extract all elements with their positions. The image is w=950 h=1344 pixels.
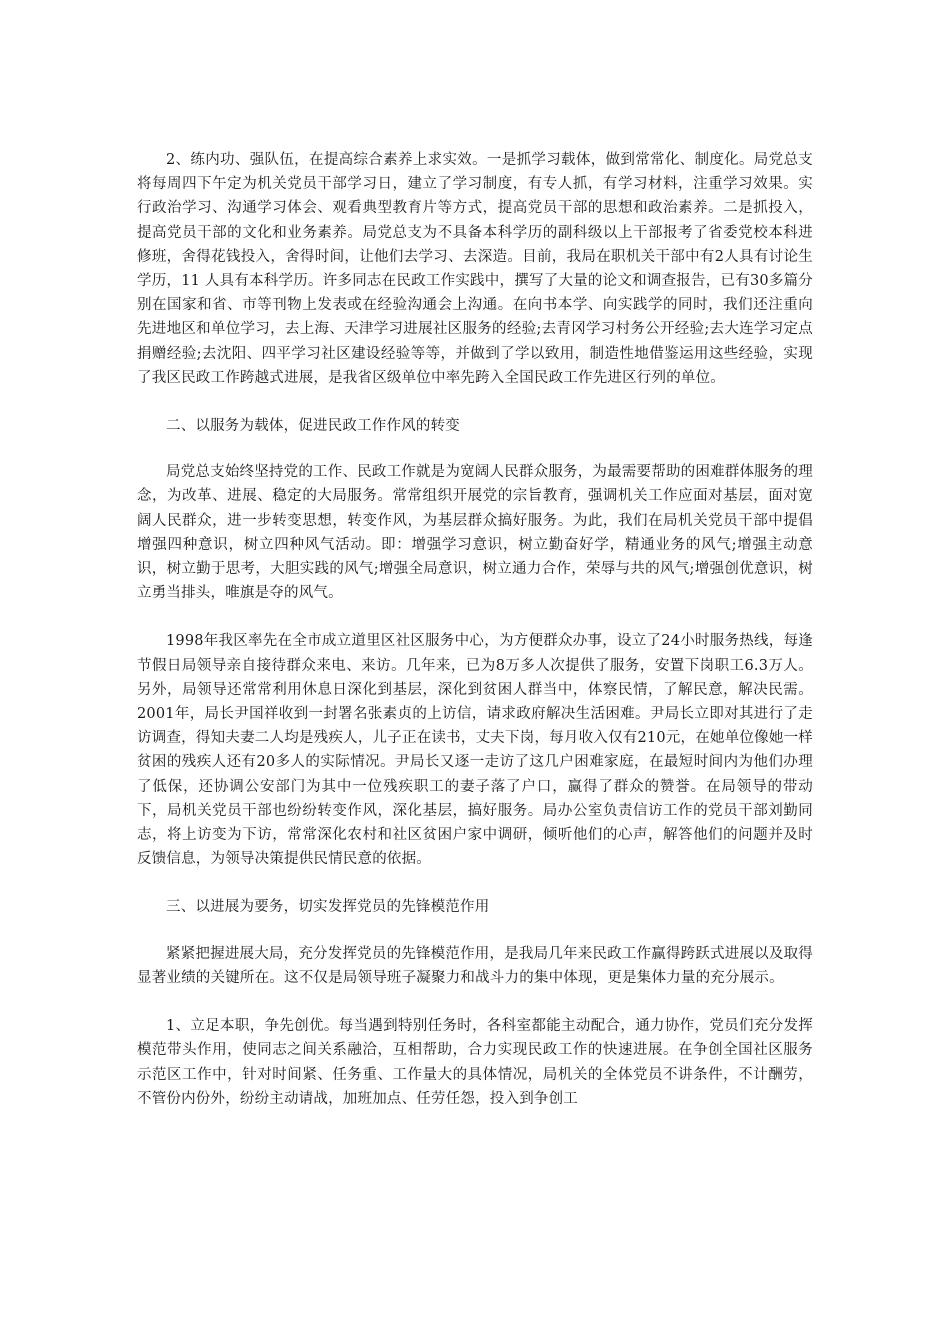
section-heading-3: 三、以进展为要务，切实发挥党员的先锋模范作用 <box>166 899 490 916</box>
paragraph-training: 2、练内功、强队伍，在提高综合素养上求实效。一是抓学习载体，做到常常化、制度化。局党总支将每周四下午定为机关党员干部学习日，建立了学习制度，有专人抓，有学习材料，注重学习效果。实行政治学习、沟通学习体会、观看典型教育片等方式，提高党员干部的思想和政治素养。二是抓投入，提高党员干部的文化和业务素养。局党总支为不具备本科学历的副科级以上干部报考了省委党校本科进修班，舍得花钱投入，舍得时间，让他们去学习、去深造。目前，我局在职机关干部中有2人具有讨论生学历，11 人具有本科学历。许多同志在民政工作实践中，撰写了大量的论文和调查报告，已有30多篇分别在国家和省、市等刊物上发表或在经验沟通会上沟通。在向书本学、向实践学的同时，我们还注重向先进地区和单位学习，去上海、天津学习进展社区服务的经验;去青冈学习村务公开经验;去大连学习定点捐赠经验;去沈阳、四平学习社区建设经验等等，并做到了学以致用，制造性地借鉴运用这些经验，实现了我区民政工作跨越式进展，是我省区级单位中率先跨入全国民政工作先进区行列的单位。 <box>137 152 813 386</box>
document-page <box>137 148 813 1135</box>
paragraph-service-philosophy: 局党总支始终坚持党的工作、民政工作就是为宽阔人民群众服务，为最需要帮助的困难群体服务的理念，为改革、进展、稳定的大局服务。常常组织开展党的宗旨教育，强调机关工作应面对基层，面对宽阔人民群众，进一步转变思想，转变作风，为基层群众搞好服务。为此，我们在局机关党员干部中提倡增强四种意识，树立四种风气活动。即：增强学习意识，树立勤奋好学，精通业务的风气;增强主动意识，树立勤于思考，大胆实践的风气;增强全局意识，树立通力合作，荣辱与共的风气;增强创优意识，树立勇当排头，唯旗是夺的风气。 <box>137 464 813 602</box>
paragraph-community-service: 1998年我区率先在全市成立道里区社区服务中心，为方便群众办事，设立了24小时服务热线，每逢节假日局领导亲自接待群众来电、来访。几年来，已为8万多人次提供了服务，安置下岗职工6.3万人。另外，局领导还常常利用休息日深化到基层，深化到贫困人群当中，体察民情，了解民意，解决民需。2001年，局长尹国祥收到一封署名张素贞的上访信，请求政府解决生活困难。尹局长立即对其进行了走访调查，得知夫妻二人均是残疾人，儿子正在读书，丈夫下岗，每月收入仅有210元，在她单位像她一样贫困的残疾人还有20多人的实际情况。尹局长又逐一走访了这几户困难家庭，在最短时间内为他们办理了低保，还协调公安部门为其中一位残疾职工的妻子落了户口，赢得了群众的赞誉。在局领导的带动下，局机关党员干部也纷纷转变作风，深化基层，搞好服务。局办公室负责信访工作的党员干部刘勤同志，将上访变为下访，常常深化农村和社区贫困户家中调研，倾听他们的心声，解答他们的问题并及时反馈信息，为领导决策提供民情民意的依据。 <box>137 633 813 868</box>
section-heading-2: 二、以服务为载体，促进民政工作作风的转变 <box>166 418 460 435</box>
paragraph-excellence: 1、立足本职，争先创优。每当遇到特别任务时，各科室都能主动配合，通力协作，党员们充分发挥模范带头作用，使同志之间关系融洽，互相帮助，合力实现民政工作的快速进展。在争创全国社区服务示范区工作中，针对时间紧、任务重、工作量大的具体情况，局机关的全体党员不讲条件，不计酬劳，不管份内份外，纷纷主动请战，加班加点、任劳任怨，投入到争创工 <box>137 1018 813 1107</box>
paragraph-development: 紧紧把握进展大局，充分发挥党员的先锋模范作用，是我局几年来民政工作赢得跨跃式进展以及取得显著业绩的关键所在。这不仅是局领导班子凝聚力和战斗力的集中体现，更是集体力量的充分展示。 <box>137 945 813 986</box>
